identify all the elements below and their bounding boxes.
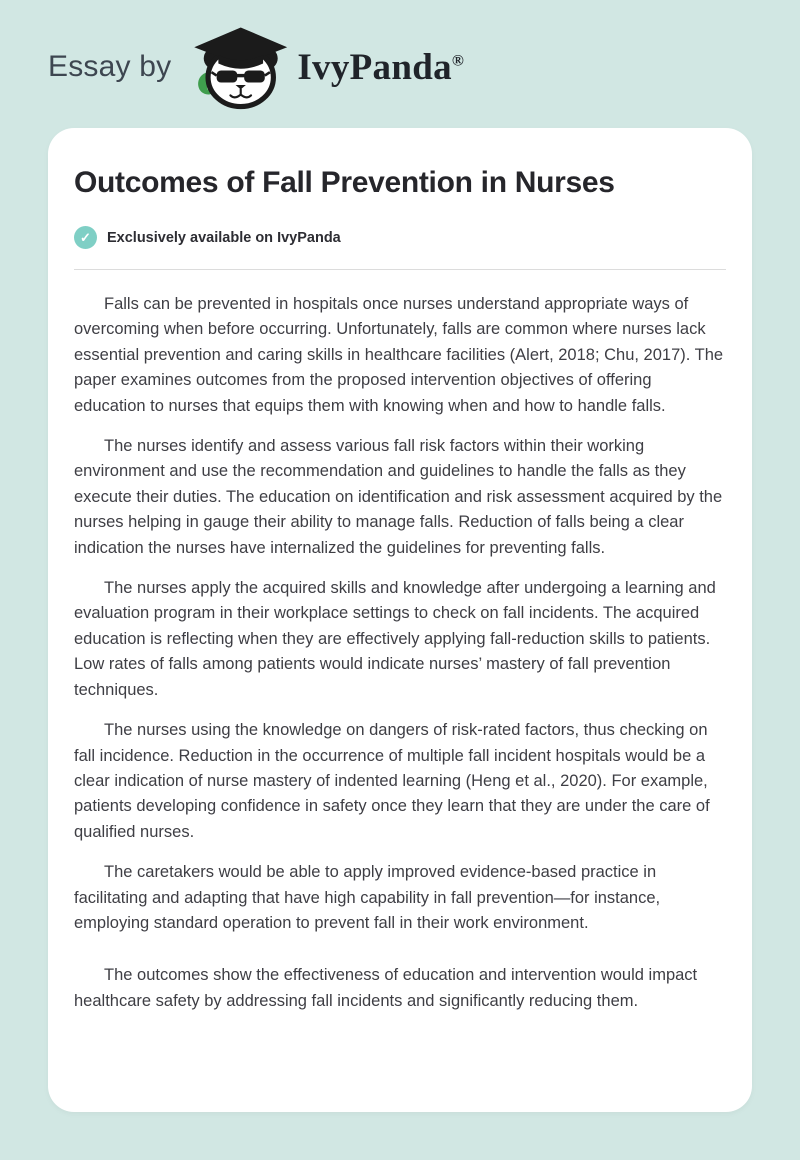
brand-wordmark: IvyPanda®	[297, 46, 465, 88]
essay-paragraph: The nurses using the knowledge on dangers of risk-rated factors, thus checking on fall incidence. Reduction in the occurrence of multiple fall incident hospitals would be a clear indication of nurse mastery of indented learning (Heng et al., 2020). For example, patients developing confidence in safety once they learn that they are under the care of qualified nurses.	[74, 721, 710, 841]
exclusive-badge	[74, 226, 726, 249]
essay-by-label: Essay by	[48, 50, 172, 83]
exclusive-badge-label: Exclusively available on IvyPanda	[107, 229, 341, 246]
essay-paragraph: The caretakers would be able to apply improved evidence-based practice in facilitating and adapting that have high capability in fall prevention—for instance, employing standard operation to prevent fall in their work environment.	[74, 863, 661, 932]
essay-title: Outcomes of Fall Prevention in Nurses	[74, 166, 615, 199]
ivypanda-panda-logo-icon	[187, 24, 291, 110]
essay-paragraph: The nurses identify and assess various fall risk factors within their working environment and use the recommendation and guidelines to handle the falls as they execute their duties. The education on identification and risk assessment acquired by the nurses helping in gauge their ability to manage falls. Reduction of falls being a clear indication the nurses have internalized the guidelines for preventing falls.	[74, 437, 723, 557]
essay-body	[74, 292, 726, 1014]
divider	[74, 269, 726, 270]
essay-paragraph: The outcomes show the effectiveness of education and intervention would impact healthcare safety by addressing fall incidents and significantly reducing them.	[74, 966, 698, 1010]
registered-trademark: ®	[451, 52, 465, 70]
check-icon: ✓	[74, 226, 97, 249]
page-header	[0, 0, 800, 128]
essay-card	[48, 128, 752, 1112]
essay-paragraph: The nurses apply the acquired skills and knowledge after undergoing a learning and evaluation program in their workplace settings to check on fall incidents. The acquired education is reflecting when they are effectively applying fall-reduction skills to patients. Low rates of falls among patients would indicate nurses’ mastery of fall prevention techniques.	[74, 579, 716, 699]
essay-paragraph: Falls can be prevented in hospitals once nurses understand appropriate ways of overcoming when before occurring. Unfortunately, falls are common where nurses lack essential prevention and caring skills in healthcare facilities (Alert, 2018; Chu, 2017). The paper examines outcomes from the proposed intervention objectives of offering education to nurses that equips them with knowing when and how to handle falls.	[74, 295, 724, 415]
